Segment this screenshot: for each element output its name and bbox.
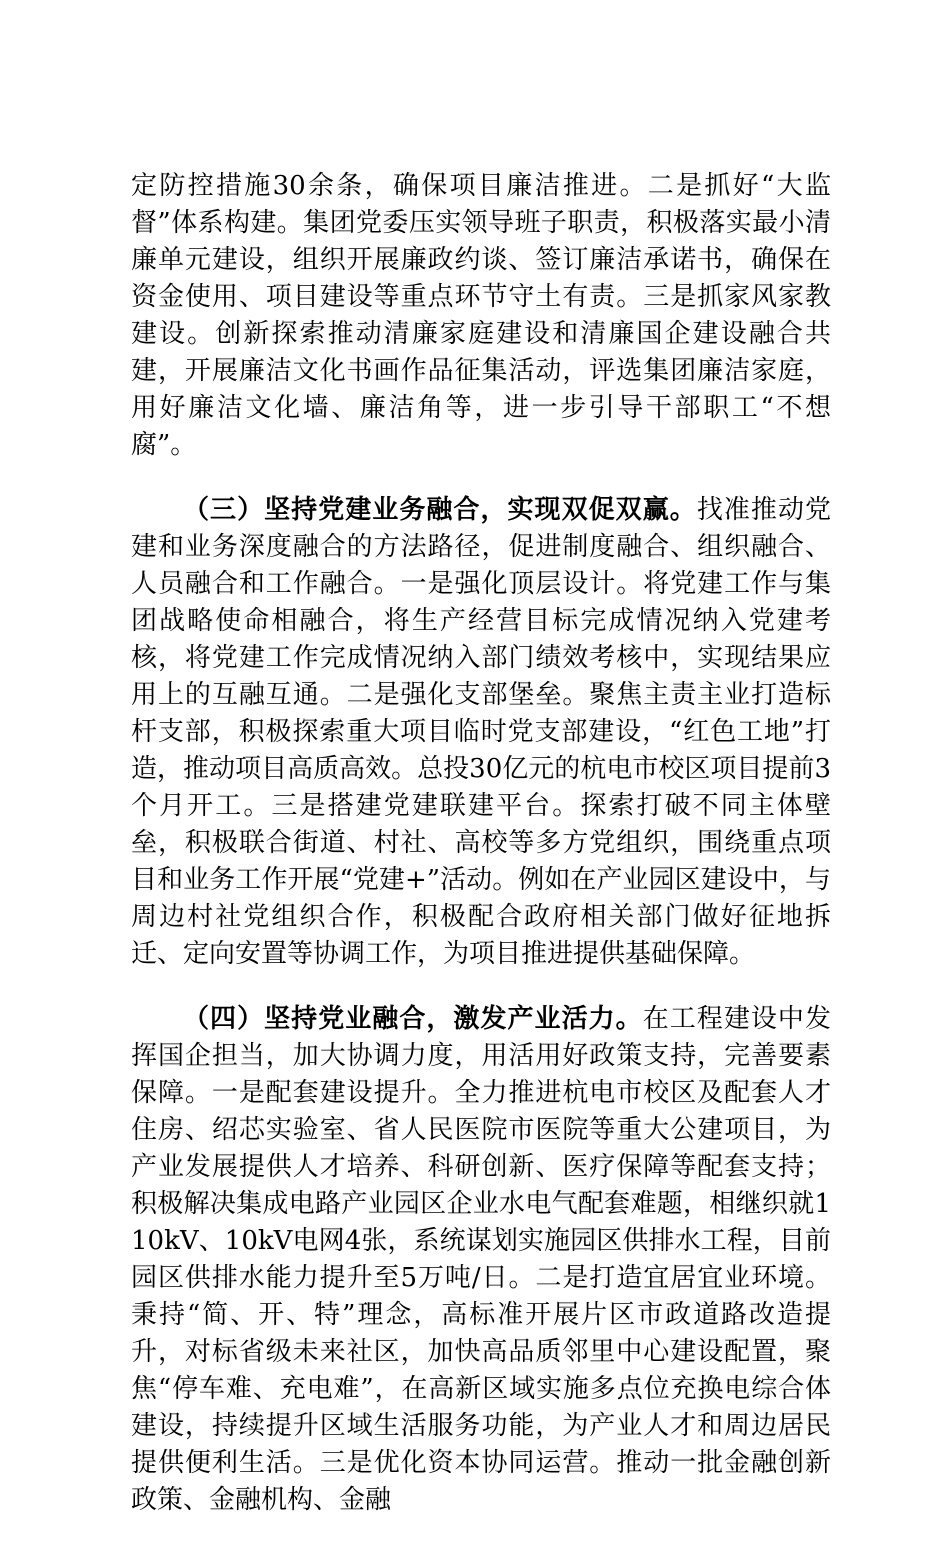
section-3-heading: （三）坚持党建业务融合，实现双促双赢。 <box>183 495 697 525</box>
section-4-body: 在工程建设中发挥国企担当，加大协调力度，用活用好政策支持，完善要素保障。一是配套建设提升。全力推进杭电市校区及配套人才住房、绍芯实验室、省人民医院市医院等重大公建项目，为产业发展提供人才培养、科研创新、医疗保障等配套支持；积极解决集成电路产业园区企业水电气配套难题，相继织就110kV、10kV电网4张，系统谋划实施园区供排水工程，目前园区供排水能力提升至5万吨/日。二是打造宜居宜业环境。秉持“简、开、特”理念，高标准开展片区市政道路改造提升，对标省级未来社区，加快高品质邻里中心建设配置，聚焦“停车难、充电难”，在高新区域实施多点位充换电综合体建设，持续提升区域生活服务功能，为产业人才和周边居民提供便利生活。三是优化资本协同运营。推动一批金融创新政策、金融机构、金融 <box>131 1004 831 1515</box>
section-3-paragraph <box>131 492 831 973</box>
paragraph-continuation: 定防控措施30余条，确保项目廉洁推进。二是抓好“大监督”体系构建。集团党委压实领导班子职责，积极落实最小清廉单元建设，组织开展廉政约谈、签订廉洁承诺书，确保在资金使用、项目建设等重点环节守土有责。三是抓家风家教建设。创新探索推动清廉家庭建设和清廉国企建设融合共建，开展廉洁文化书画作品征集活动，评选集团廉洁家庭，用好廉洁文化墙、廉洁角等，进一步引导干部职工“不想腐”。 <box>131 171 831 460</box>
section-4-paragraph <box>131 1001 831 1519</box>
section-3-body: 找准推动党建和业务深度融合的方法路径，促进制度融合、组织融合、人员融合和工作融合。一是强化顶层设计。将党建工作与集团战略使命相融合，将生产经营目标完成情况纳入党建考核，将党建工作完成情况纳入部门绩效考核中，实现结果应用上的互融互通。二是强化支部堡垒。聚焦主责主业打造标杆支部，积极探索重大项目临时党支部建设，“红色工地”打造，推动项目高质高效。总投30亿元的杭电市校区项目提前3个月开工。三是搭建党建联建平台。探索打破不同主体壁垒，积极联合街道、村社、高校等多方党组织，围绕重点项目和业务工作开展“党建+”活动。例如在产业园区建设中，与周边村社党组织合作，积极配合政府相关部门做好征地拆迁、定向安置等协调工作，为项目推进提供基础保障。 <box>131 495 831 969</box>
document-page <box>131 168 831 1547</box>
section-4-heading: （四）坚持党业融合，激发产业活力。 <box>183 1004 643 1034</box>
